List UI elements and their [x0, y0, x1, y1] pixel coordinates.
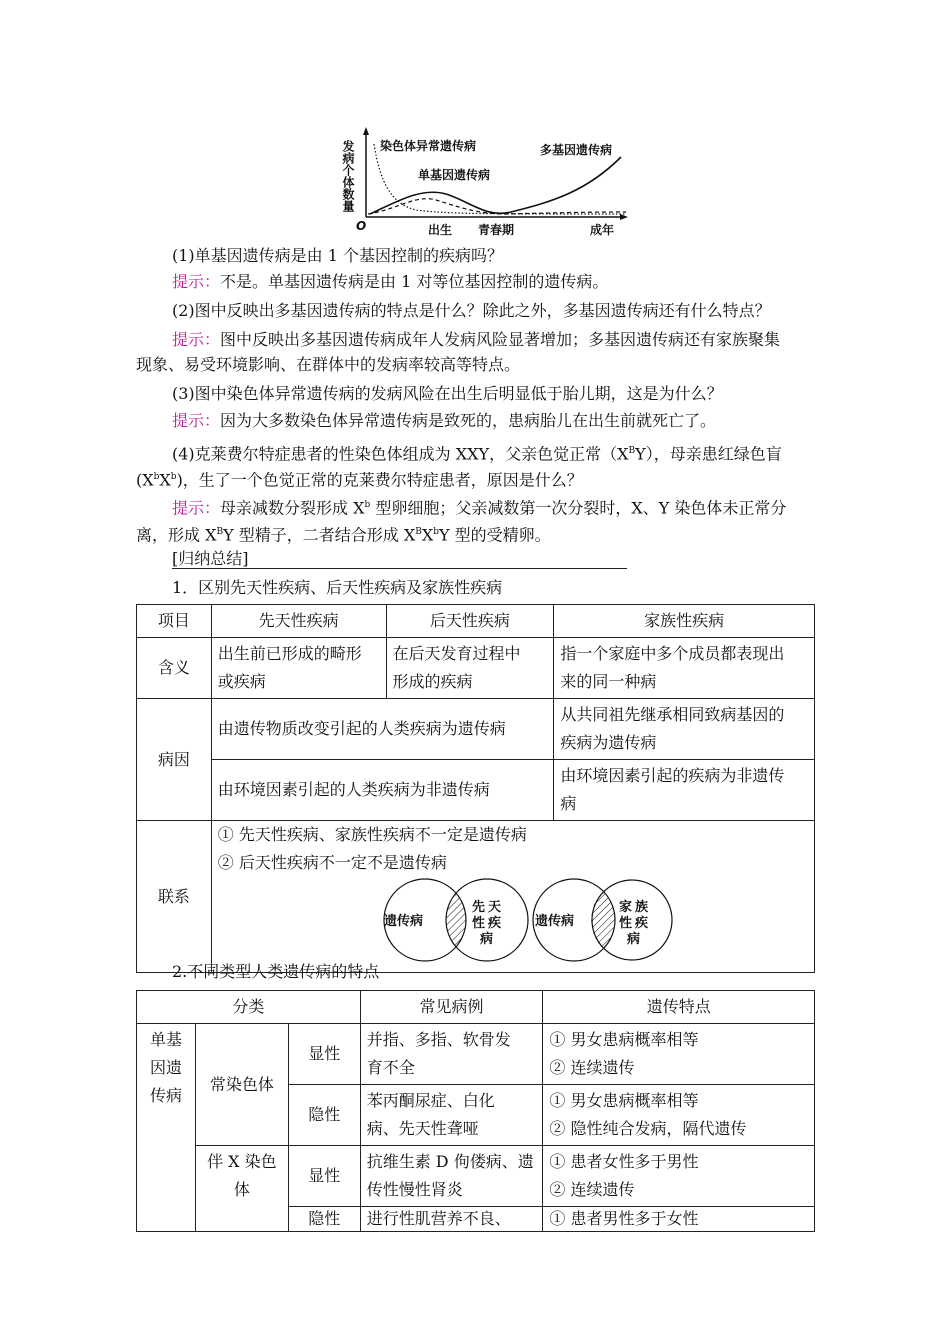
answer-2: [172, 330, 780, 350]
r3-cases: [360, 1146, 543, 1207]
cause-environment: 由环境因素引起的人类疾病为非遗传病: [211, 760, 554, 821]
venn1-r3: 疾: [487, 916, 501, 931]
recessive-label: 隐性: [288, 1207, 360, 1232]
a4-text-d: Y 型精子，二者结合形成 X: [223, 525, 416, 545]
cell-line: ① 男女患病概率相等: [549, 1030, 699, 1049]
r4-features: ① 患者男性多于女性: [543, 1207, 815, 1232]
cell-line: ① 患者女性多于男性: [549, 1152, 699, 1171]
header-acquired: 后天性疾病: [386, 605, 554, 638]
cell-line: 育不全: [366, 1058, 415, 1077]
header-features: 遗传特点: [543, 991, 815, 1024]
cell-line: ② 连续遗传: [549, 1180, 635, 1199]
row-label-meaning: 含义: [137, 638, 212, 699]
cause-genetic: 由遗传物质改变引起的人类疾病为遗传病: [211, 699, 554, 760]
cell-line: 由环境因素引起的疾病为非遗传: [560, 766, 785, 785]
question-2: (2)图中反映出多基因遗传病的特点是什么？除此之外，多基因遗传病还有什么特点？: [172, 301, 771, 320]
hint-label: 提示：: [172, 272, 221, 291]
xlinked-label: [195, 1146, 288, 1232]
venn2-left-label: 遗传病: [534, 914, 574, 929]
x-label-adult: 成年: [590, 223, 615, 237]
q4-text-a: (4)克莱费尔特症患者的性染色体组成为 XXY，父亲色觉正常（X: [172, 444, 629, 464]
cell-line: 来的同一种病: [560, 672, 657, 691]
cell-line: 病、先天性聋哑: [366, 1119, 479, 1138]
answer-1-text: 不是。单基因遗传病是由 1 对等位基因控制的遗传病。: [220, 272, 609, 291]
single-gene-curve-label: 单基因遗传病: [418, 168, 491, 182]
autosome-label: 常染色体: [195, 1024, 288, 1146]
header-cases: 常见病例: [360, 991, 543, 1024]
cell-line: 指一个家庭中多个成员都表现出: [560, 644, 785, 663]
q4-text-e: )，生了一个色觉正常的克莱费尔特症患者，原因是什么？: [176, 470, 583, 490]
answer-1: [172, 272, 608, 292]
recessive-label: 隐性: [288, 1085, 360, 1146]
cell-line: ② 连续遗传: [549, 1058, 635, 1077]
question-4-cont: [136, 467, 583, 490]
dominant-label: 显性: [288, 1024, 360, 1085]
row-label-relation: 联系: [137, 821, 212, 973]
answer-2-cont: 现象、易受环境影响、在群体中的发病率较高等特点。: [136, 355, 521, 374]
cell-line: 苯丙酮尿症、白化: [366, 1091, 495, 1110]
venn1-r4: 病: [479, 932, 493, 947]
multi-gene-curve-label: 多基因遗传病: [540, 143, 613, 157]
relation-cell: [211, 821, 814, 973]
a4-text-c: 离，形成 X: [136, 525, 217, 545]
venn2-r3: 疾: [634, 916, 648, 931]
chromosome-curve-label: 染色体异常遗传病: [380, 139, 477, 153]
r2-features: [543, 1085, 815, 1146]
cell-line: 体: [233, 1180, 250, 1199]
relation-2: ② 后天性疾病不一定不是遗传病: [217, 853, 447, 872]
dominant-label: 显性: [288, 1146, 360, 1207]
answer-3-text: 因为大多数染色体异常遗传病是致死的，患病胎儿在出生前就死亡了。: [220, 411, 717, 430]
answer-3: [172, 411, 716, 431]
meaning-acquired: [386, 638, 554, 699]
venn2-r1: 族: [634, 900, 648, 915]
table-disease-types: [136, 604, 815, 973]
sup: b: [153, 472, 160, 482]
sup: B: [628, 446, 636, 456]
single-gene-curve: [368, 199, 626, 214]
question-4: [172, 441, 782, 464]
header-category: 分类: [137, 991, 361, 1024]
multi-gene-curve: [370, 157, 621, 214]
section-2-title: 2.不同类型人类遗传病的特点: [172, 962, 380, 981]
cell-line: 形成的疾病: [392, 672, 473, 691]
r1-features: [543, 1024, 815, 1085]
cell-line: 传病: [149, 1086, 182, 1105]
cell-line: 因遗: [149, 1058, 182, 1077]
origin-label: O: [356, 219, 367, 233]
cell-line: ② 隐性纯合发病，隔代遗传: [549, 1119, 747, 1138]
header-congenital: 先天性疾病: [211, 605, 386, 638]
hint-label: 提示：: [172, 498, 221, 518]
sup: b: [364, 500, 371, 510]
cell-line: 病: [560, 794, 577, 813]
cell-line: 出生前已形成的畸形: [217, 644, 362, 663]
answer-2-text: 图中反映出多基因遗传病成年人发病风险显著增加；多基因遗传病还有家族聚集: [220, 330, 781, 349]
x-axis-arrow: [620, 214, 628, 220]
venn1-r2: 性: [471, 916, 485, 931]
cell-line: 伴 X 染色: [207, 1152, 277, 1171]
a4-text-a: 母亲减数分裂形成 X: [220, 498, 365, 518]
cell-line: 在后天发育过程中: [392, 644, 521, 663]
sup: B: [216, 527, 224, 537]
cause-familial-genetic: [554, 699, 815, 760]
question-1: (1)单基因遗传病是由 1 个基因控制的疾病吗？: [172, 246, 504, 265]
answer-4: [172, 495, 786, 518]
single-gene-label: [137, 1024, 196, 1232]
r4-cases: 进行性肌营养不良、: [360, 1207, 543, 1232]
x-label-puberty: 青春期: [478, 223, 515, 237]
r2-cases: [360, 1085, 543, 1146]
hint-label: 提示：: [172, 411, 221, 430]
a4-text-f: Y 型的受精卵。: [439, 525, 551, 545]
venn1-r0: 先: [471, 900, 485, 915]
section-1-title: 1．区别先天性疾病、后天性疾病及家族性疾病: [172, 578, 503, 597]
cell-line: 并指、多指、软骨发: [366, 1030, 511, 1049]
venn2-r0: 家: [618, 900, 632, 915]
relation-1: ① 先天性疾病、家族性疾病不一定是遗传病: [217, 825, 527, 844]
table-genetic-disease-features: [136, 990, 815, 1232]
cell-line: 传性慢性肾炎: [366, 1180, 463, 1199]
meaning-familial: [554, 638, 815, 699]
question-3: (3)图中染色体异常遗传病的发病风险在出生后明显低于胎儿期，这是为什么？: [172, 384, 723, 403]
hint-label: 提示：: [172, 330, 221, 349]
venn2-r4: 病: [626, 932, 640, 947]
venn1-r1: 天: [487, 900, 501, 915]
sup: b: [170, 472, 177, 482]
cell-line: ① 男女患病概率相等: [549, 1091, 699, 1110]
y-axis-arrow: [363, 127, 369, 135]
r1-cases: [360, 1024, 543, 1085]
venn2-r2: 性: [618, 916, 632, 931]
answer-4-cont: [136, 522, 551, 545]
q4-text-b: Y），母亲患红绿色盲: [635, 444, 782, 464]
header-item: 项目: [137, 605, 212, 638]
y-axis-label: 发病个体数量: [341, 140, 355, 212]
a4-text-b: 型卵细胞；父亲减数第一次分裂时，X、Y 染色体未正常分: [370, 498, 787, 518]
q4-text-d: X: [159, 470, 171, 490]
q4-text-c: (X: [136, 470, 154, 490]
cause-familial-environment: [554, 760, 815, 821]
sup: b: [433, 527, 440, 537]
a4-text-e: X: [421, 525, 434, 545]
x-label-birth: 出生: [428, 223, 453, 237]
row-label-cause: 病因: [137, 699, 212, 821]
cell-line: 从共同祖先继承相同致病基因的: [560, 705, 785, 724]
disease-incidence-figure: [336, 122, 636, 240]
summary-underline: [172, 568, 627, 569]
header-familial: 家族性疾病: [554, 605, 815, 638]
summary-heading: [归纳总结]: [172, 549, 249, 568]
meaning-congenital: [211, 638, 386, 699]
cell-line: 或疾病: [217, 672, 266, 691]
cell-line: 抗维生素 D 佝偻病、遗: [366, 1152, 534, 1171]
cell-line: 疾病为遗传病: [560, 733, 657, 752]
venn1-left-label: 遗传病: [383, 914, 423, 929]
sup: B: [415, 527, 422, 537]
cell-line: 单基: [149, 1030, 182, 1049]
r3-features: [543, 1146, 815, 1207]
venn-diagrams: [374, 877, 674, 963]
